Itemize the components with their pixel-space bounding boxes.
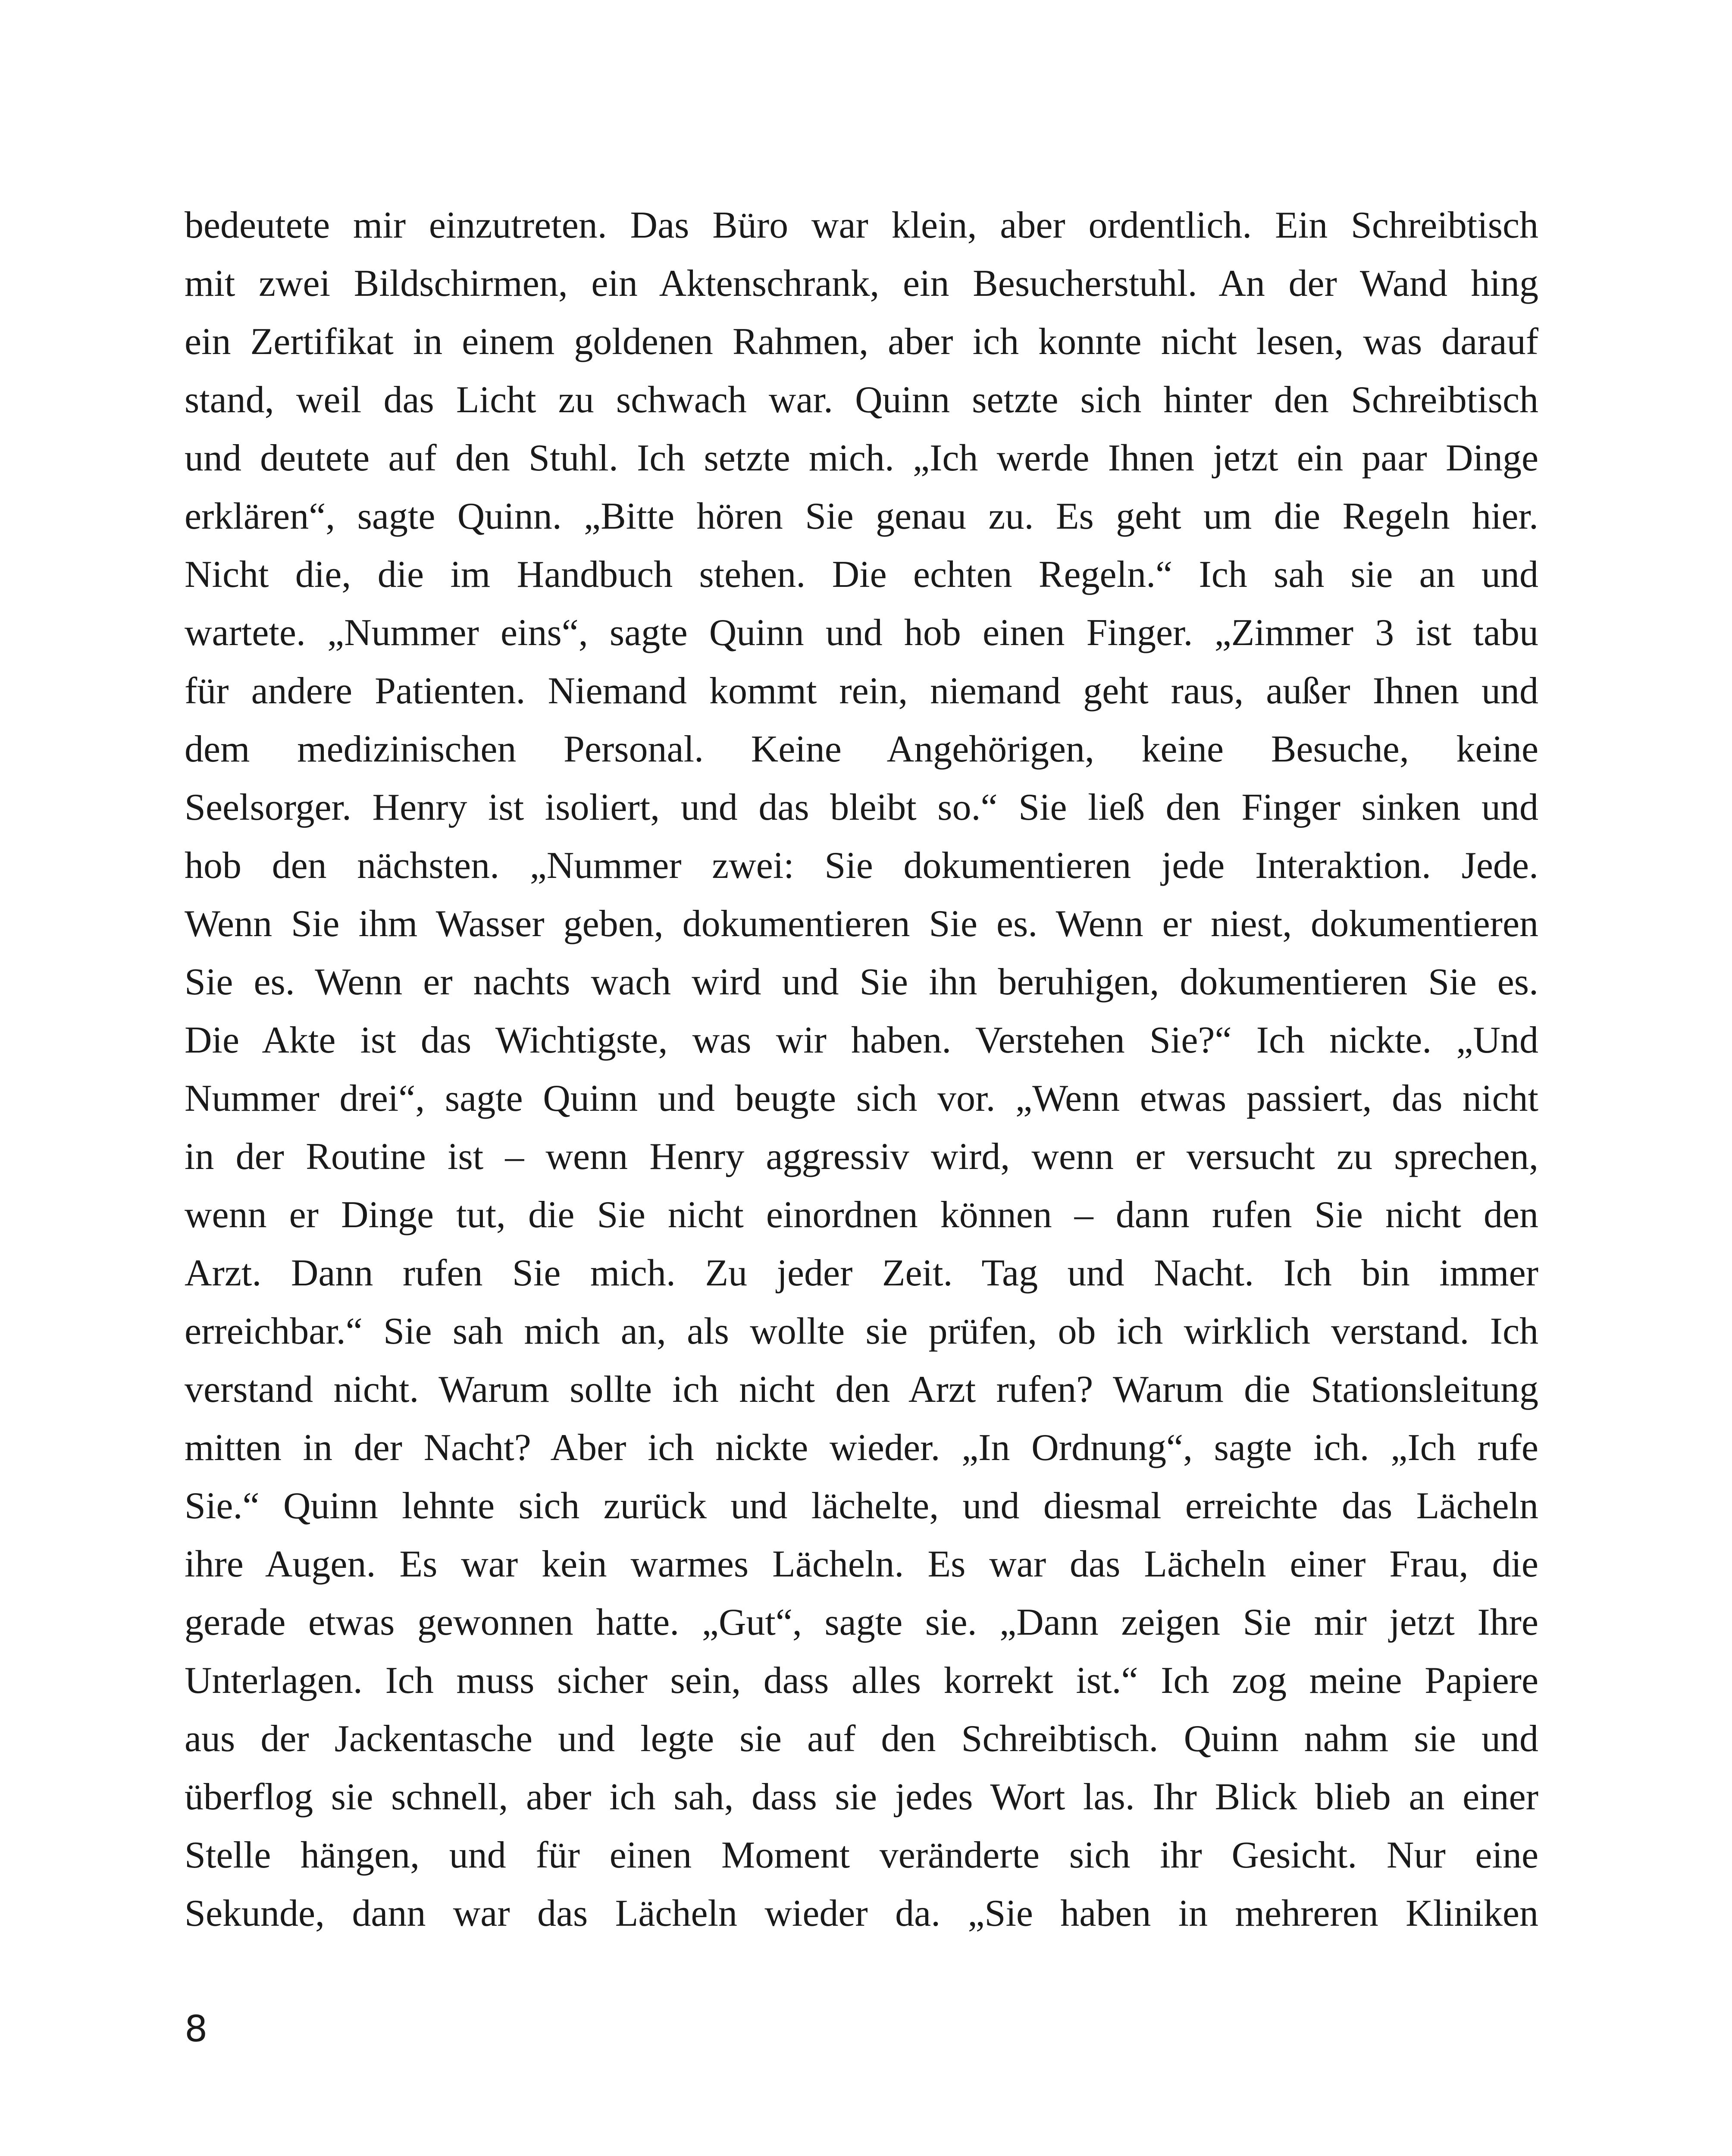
- body-text: [185, 196, 1538, 1943]
- text-line: überflog sie schnell, aber ich sah, dass sie jedes Wort las. Ihr Blick blieb an einer: [185, 1776, 1538, 1818]
- text-line: aus der Jackentasche und legte sie auf den Schreibtisch. Quinn nahm sie und: [185, 1718, 1538, 1760]
- text-line: wartete. „Nummer eins“, sagte Quinn und hob einen Finger. „Zimmer 3 ist tabu: [185, 612, 1538, 654]
- text-line: ihre Augen. Es war kein warmes Lächeln. Es war das Lächeln einer Frau, die: [185, 1543, 1538, 1585]
- text-line: Die Akte ist das Wichtigste, was wir haben. Verstehen Sie?“ Ich nickte. „Und: [185, 1019, 1538, 1061]
- text-line: in der Routine ist – wenn Henry aggressiv wird, wenn er versucht zu sprechen,: [185, 1136, 1538, 1178]
- text-line: stand, weil das Licht zu schwach war. Quinn setzte sich hinter den Schreibtisch: [185, 379, 1538, 421]
- text-line: erreichbar.“ Sie sah mich an, als wollte sie prüfen, ob ich wirklich verstand. Ich: [185, 1310, 1538, 1352]
- text-line: Seelsorger. Henry ist isoliert, und das bleibt so.“ Sie ließ den Finger sinken und: [185, 787, 1538, 828]
- text-line: hob den nächsten. „Nummer zwei: Sie dokumentieren jede Interaktion. Jede.: [185, 845, 1538, 887]
- text-line: ein Zertifikat in einem goldenen Rahmen, aber ich konnte nicht lesen, was darauf: [185, 321, 1538, 363]
- text-line: verstand nicht. Warum sollte ich nicht den Arzt rufen? Warum die Stationsleitung: [185, 1369, 1538, 1410]
- text-line: gerade etwas gewonnen hatte. „Gut“, sagte sie. „Dann zeigen Sie mir jetzt Ihre: [185, 1601, 1538, 1643]
- text-line: Sie.“ Quinn lehnte sich zurück und lächelte, und diesmal erreichte das Lächeln: [185, 1485, 1538, 1527]
- text-line: bedeutete mir einzutreten. Das Büro war klein, aber ordentlich. Ein Schreibtisch: [185, 204, 1538, 246]
- page-number: 8: [185, 2008, 208, 2050]
- text-line: Arzt. Dann rufen Sie mich. Zu jeder Zeit. Tag und Nacht. Ich bin immer: [185, 1252, 1538, 1294]
- text-line: wenn er Dinge tut, die Sie nicht einordnen können – dann rufen Sie nicht den: [185, 1194, 1538, 1236]
- text-line: erklären“, sagte Quinn. „Bitte hören Sie genau zu. Es geht um die Regeln hier.: [185, 495, 1538, 537]
- text-line: und deutete auf den Stuhl. Ich setzte mich. „Ich werde Ihnen jetzt ein paar Dinge: [185, 437, 1538, 479]
- text-line: Nummer drei“, sagte Quinn und beugte sich vor. „Wenn etwas passiert, das nicht: [185, 1078, 1538, 1119]
- text-line: Wenn Sie ihm Wasser geben, dokumentieren Sie es. Wenn er niest, dokumentieren: [185, 903, 1538, 945]
- text-line: Sie es. Wenn er nachts wach wird und Sie ihn beruhigen, dokumentieren Sie es.: [185, 961, 1538, 1003]
- text-line: dem medizinischen Personal. Keine Angehörigen, keine Besuche, keine: [185, 728, 1538, 770]
- text-line: Sekunde, dann war das Lächeln wieder da. „Sie haben in mehreren Kliniken: [185, 1893, 1538, 1934]
- text-line: Nicht die, die im Handbuch stehen. Die echten Regeln.“ Ich sah sie an und: [185, 554, 1538, 595]
- text-line: mitten in der Nacht? Aber ich nickte wieder. „In Ordnung“, sagte ich. „Ich rufe: [185, 1427, 1538, 1469]
- text-line: für andere Patienten. Niemand kommt rein, niemand geht raus, außer Ihnen und: [185, 670, 1538, 712]
- text-line: mit zwei Bildschirmen, ein Aktenschrank, ein Besucherstuhl. An der Wand hing: [185, 263, 1538, 304]
- text-line: Unterlagen. Ich muss sicher sein, dass alles korrekt ist.“ Ich zog meine Papiere: [185, 1660, 1538, 1702]
- text-line: Stelle hängen, und für einen Moment veränderte sich ihr Gesicht. Nur eine: [185, 1834, 1538, 1876]
